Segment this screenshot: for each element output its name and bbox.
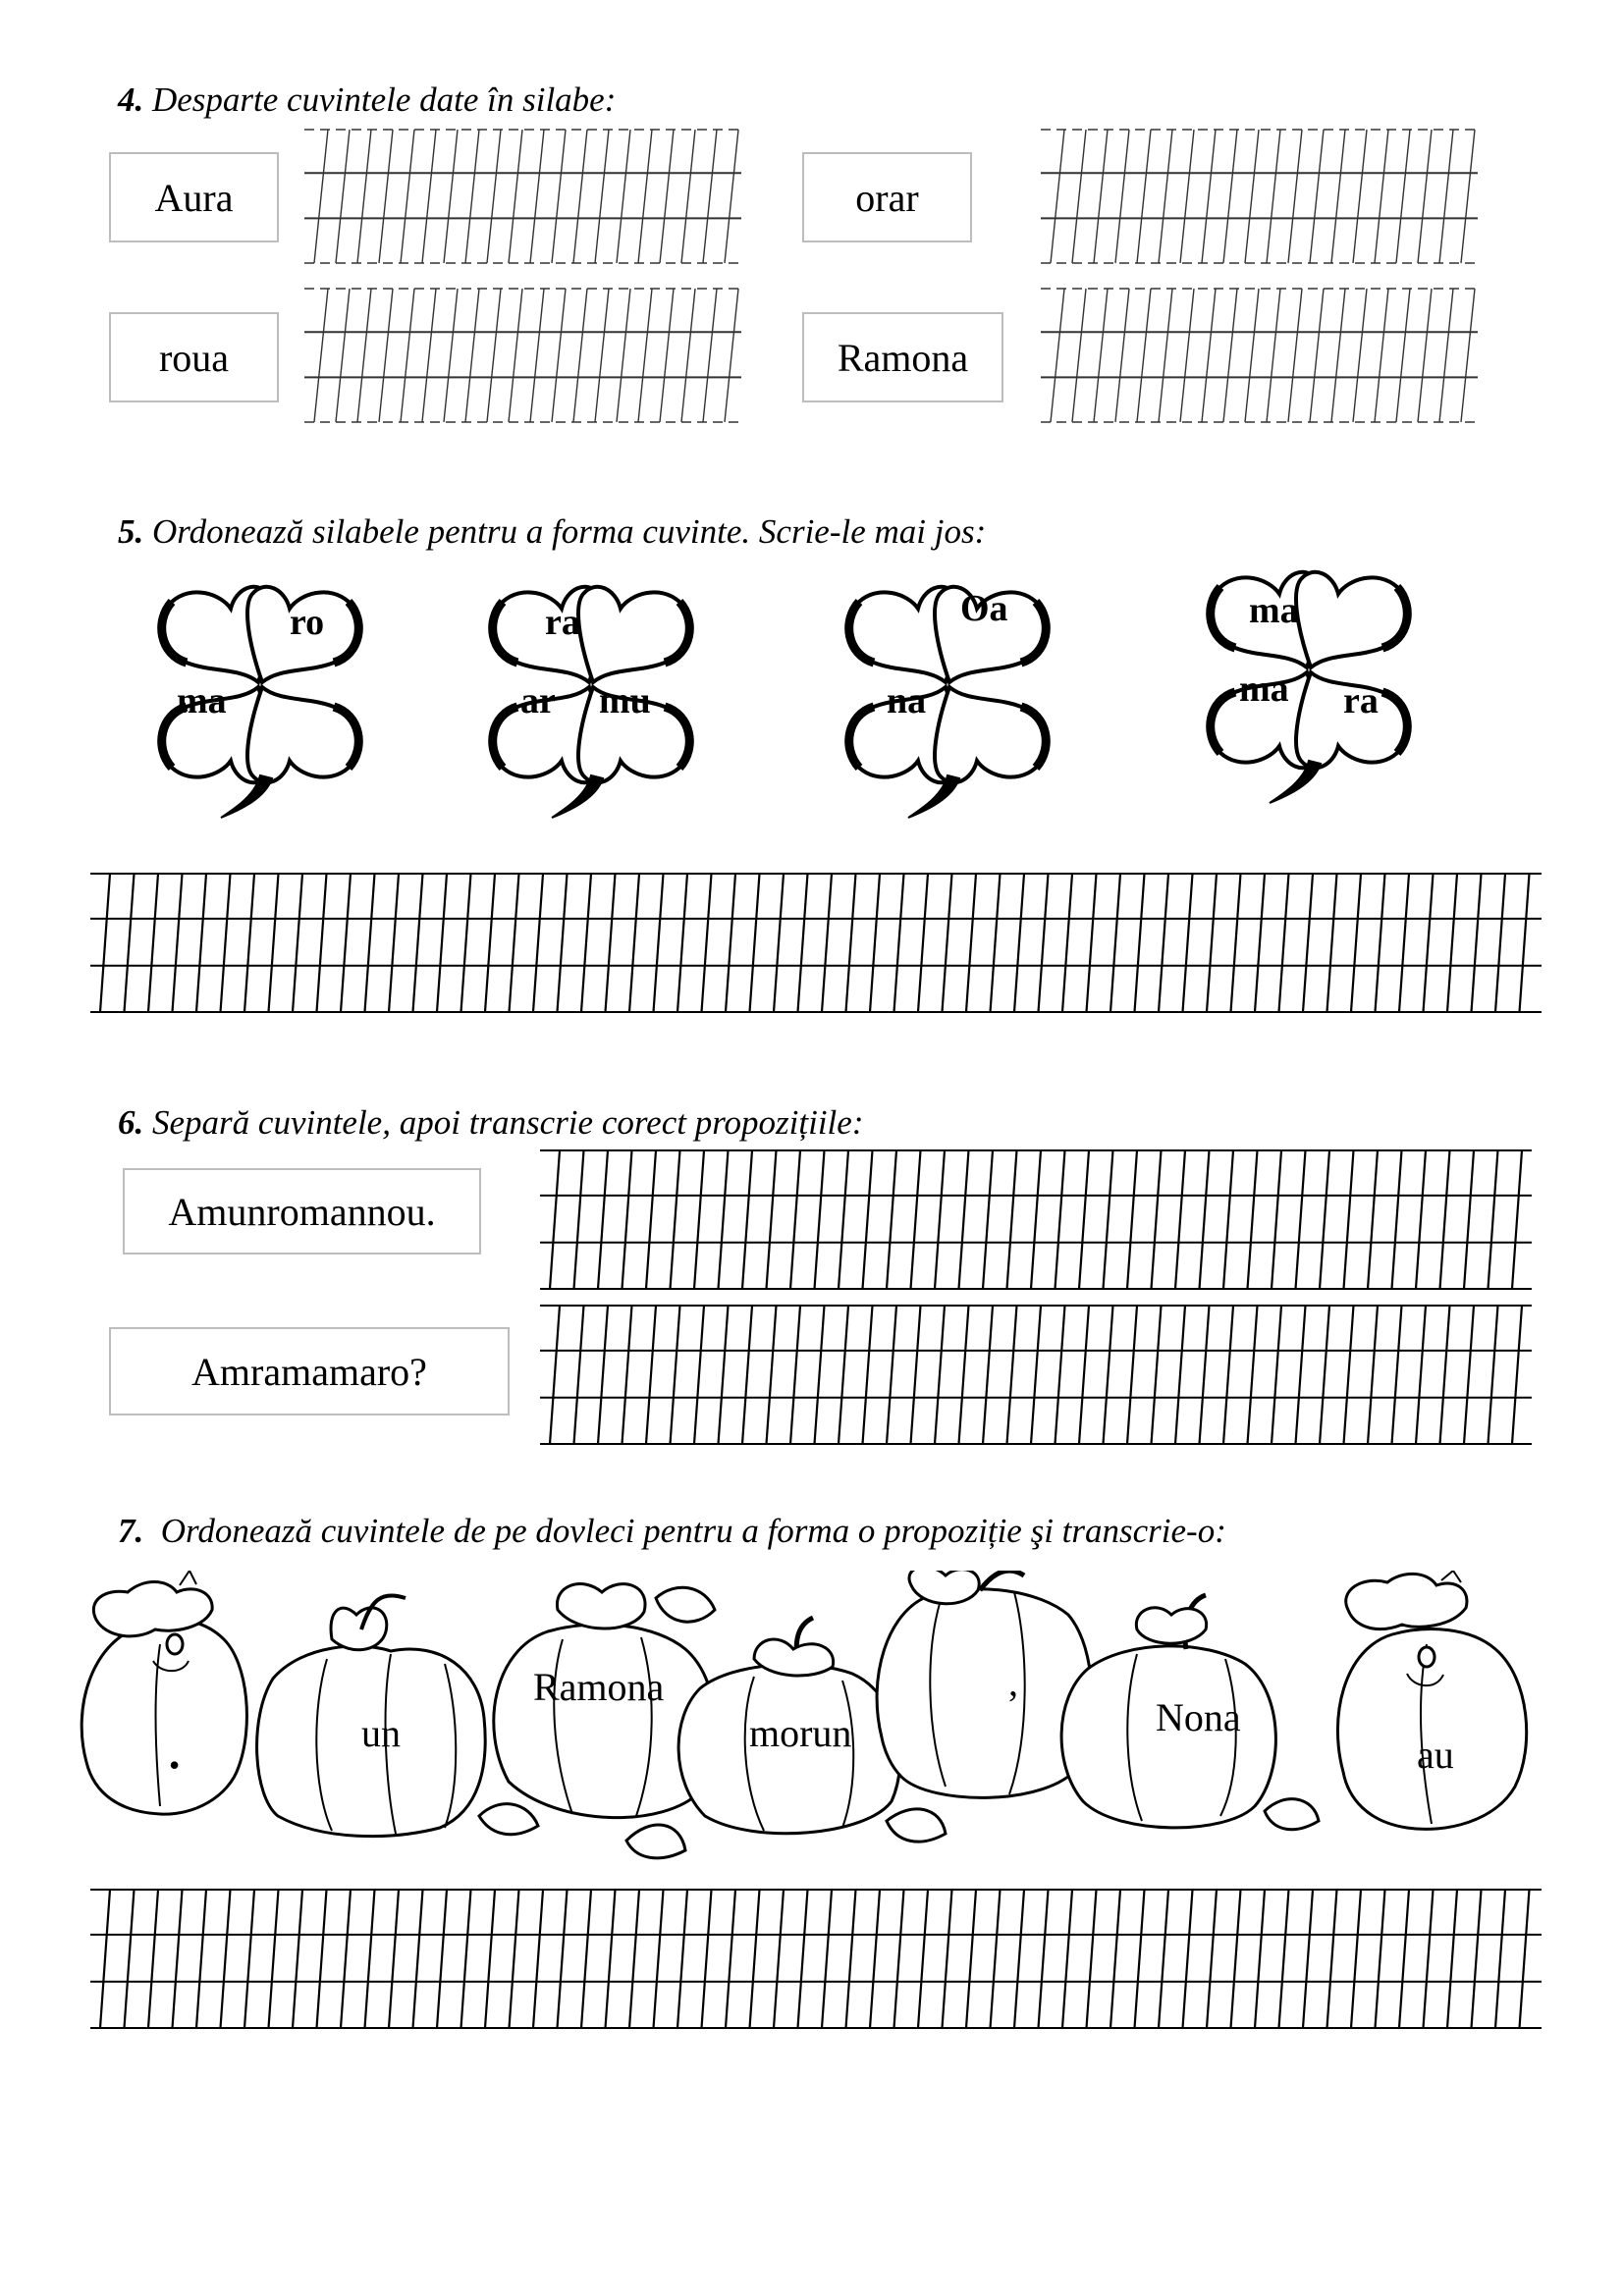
pumpkin-word-ramona: Ramona — [533, 1665, 665, 1709]
pumpkin-word-au: au — [1417, 1733, 1454, 1777]
pumpkin-word-dot: • — [169, 1747, 181, 1783]
clover-4-syllable-ma-top: ma — [1249, 590, 1299, 631]
word-box-ramona: Ramona — [802, 312, 1003, 402]
word-box-roua: roua — [109, 312, 279, 402]
clover-3 — [830, 564, 1065, 820]
writing-area-sentence-1[interactable] — [540, 1148, 1532, 1291]
clover-3-syllable-na: na — [887, 680, 927, 721]
sentence-box-1: Amunromannou. — [123, 1168, 481, 1255]
clover-1-syllable-ro: ro — [290, 602, 325, 643]
word-box-aura: Aura — [109, 152, 279, 242]
pumpkin-smiley-right — [1337, 1571, 1526, 1829]
ex7-number: 7. — [118, 1512, 144, 1550]
clover-2-syllable-ar: ar — [520, 680, 556, 721]
pumpkin-word-nona: Nona — [1156, 1695, 1241, 1739]
pumpkin-word-un: un — [361, 1711, 401, 1755]
clover-3-syllable-oa: Oa — [960, 588, 1008, 629]
pumpkin-word-comma: , — [1008, 1660, 1018, 1704]
ex4-heading — [118, 80, 616, 120]
writing-area-aura[interactable] — [304, 128, 741, 265]
ex4-instruction: Desparte cuvintele date în silabe: — [152, 80, 617, 119]
sentence-box-2: Amramamaro? — [109, 1327, 510, 1415]
ex7-instruction: Ordonează cuvintele de pe dovleci pentru a forma o propoziție şi transcrie-o: — [160, 1512, 1226, 1550]
pumpkin-word-morun: morun — [749, 1711, 852, 1755]
clover-2-syllable-ra: ra — [545, 602, 580, 643]
clover-2 — [473, 564, 709, 820]
ex7-heading — [118, 1512, 1226, 1551]
ex6-number: 6. — [118, 1103, 144, 1142]
writing-area-sentence-2[interactable] — [540, 1304, 1532, 1446]
clover-4-syllable-ra: ra — [1343, 680, 1379, 721]
clover-4 — [1191, 550, 1427, 805]
ex6-instruction: Separă cuvintele, apoi transcrie corect propozițiile: — [152, 1103, 864, 1142]
writing-area-ramona[interactable] — [1041, 287, 1478, 424]
clover-4-syllable-ma-left: ma — [1239, 668, 1289, 710]
clover-1-syllable-ma: ma — [177, 680, 227, 721]
pumpkin-smiley-left — [81, 1571, 246, 1814]
word-box-orar: orar — [802, 152, 972, 242]
ex5-number: 5. — [118, 512, 144, 551]
ex6-heading — [118, 1103, 863, 1143]
writing-area-roua[interactable] — [304, 287, 741, 424]
ex5-heading — [118, 512, 986, 552]
ex4-number: 4. — [118, 80, 144, 119]
pumpkin-comma — [877, 1571, 1092, 1797]
writing-area-ex7[interactable] — [90, 1888, 1542, 2030]
writing-area-orar[interactable] — [1041, 128, 1478, 265]
ex5-instruction: Ordonează silabele pentru a forma cuvinte. Scrie-le mai jos: — [152, 512, 987, 551]
clover-2-syllable-mu: mu — [599, 680, 651, 721]
writing-area-ex5[interactable] — [90, 872, 1542, 1014]
